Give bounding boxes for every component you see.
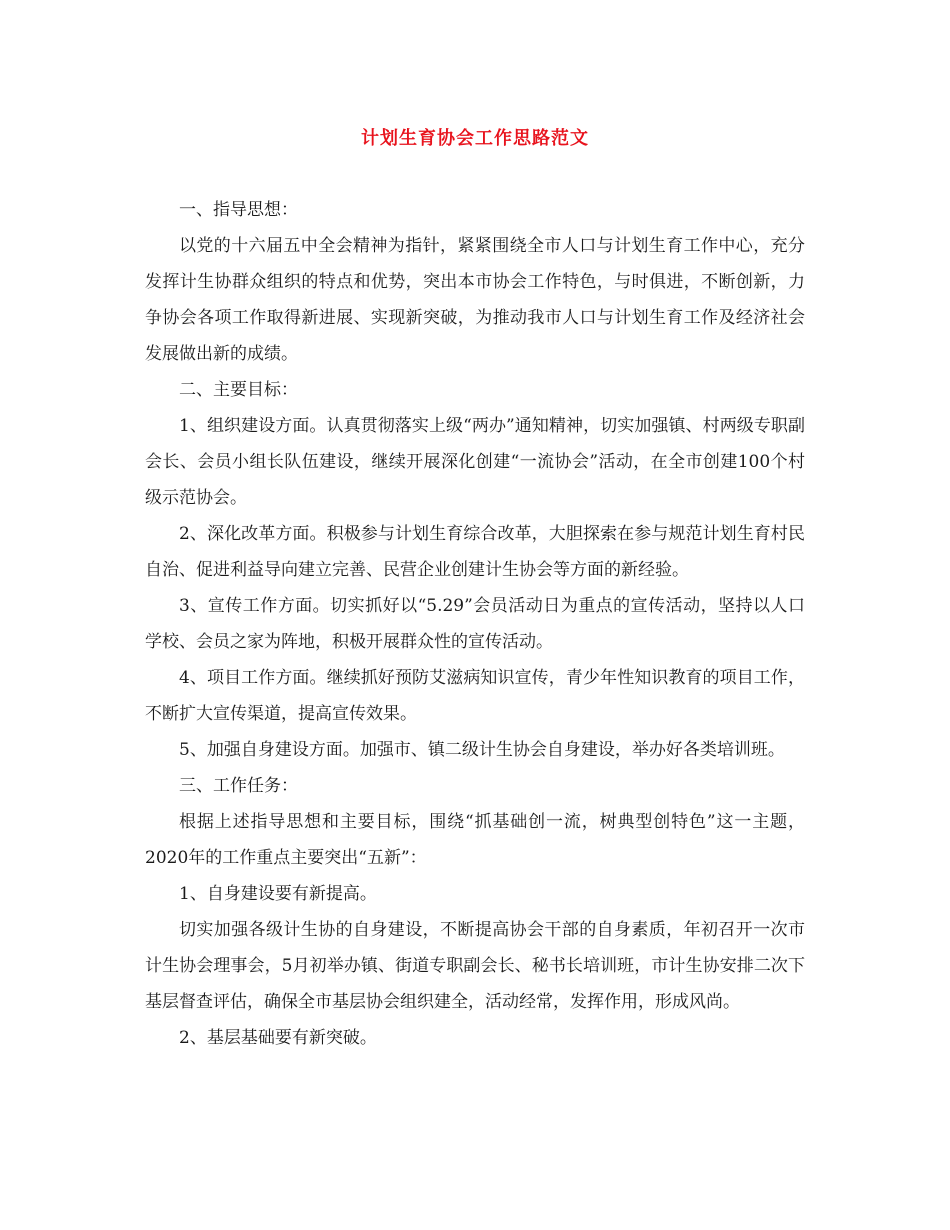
heading-guiding-ideology: 一、指导思想： [179,200,298,220]
paragraph-work-tasks-intro: 根据上述指导思想和主要目标，围绕“抓基础创一流，树典型创特色”这一主题，2020年的工作重点主要突出“五新”： [145,812,805,868]
subheading-task-1: 1、自身建设要有新提高。 [179,884,377,904]
paragraph-task-1: 切实加强各级计生协的自身建设，不断提高协会干部的自身素质，年初召开一次市计生协会理事会，5月初举办镇、街道专职副会长、秘书长培训班，市计生协安排二次下基层督查评估，确保全市基层协会组织建全，活动经常，发挥作用，形成风尚。 [145,920,805,1012]
paragraph-goal-self-building: 5、加强自身建设方面。加强市、镇二级计生协会自身建设，举办好各类培训班。 [179,740,785,760]
paragraph-goal-organization: 1、组织建设方面。认真贯彻落实上级“两办”通知精神，切实加强镇、村两级专职副会长、会员小组长队伍建设，继续开展深化创建“一流协会”活动，在全市创建100个村级示范协会。 [145,416,805,508]
paragraph-goal-publicity: 3、宣传工作方面。切实抓好以“5.29”会员活动日为重点的宣传活动，坚持以人口学校、会员之家为阵地，积极开展群众性的宣传活动。 [145,596,805,652]
paragraph-goal-reform: 2、深化改革方面。积极参与计划生育综合改革，大胆探索在参与规范计划生育村民自治、促进利益导向建立完善、民营企业创建计生协会等方面的新经验。 [145,524,805,580]
heading-work-tasks: 三、工作任务： [179,776,298,796]
document-title: 计划生育协会工作思路范文 [361,128,589,149]
heading-main-goals: 二、主要目标： [179,380,298,400]
paragraph-guiding-ideology: 以党的十六届五中全会精神为指针，紧紧围绕全市人口与计划生育工作中心，充分发挥计生协群众组织的特点和优势，突出本市协会工作特色，与时俱进，不断创新，力争协会各项工作取得新进展、实现新突破，为推动我市人口与计划生育工作及经济社会发展做出新的成绩。 [145,236,805,364]
paragraph-goal-projects: 4、项目工作方面。继续抓好预防艾滋病知识宣传，青少年性知识教育的项目工作，不断扩大宣传渠道，提高宣传效果。 [145,668,805,724]
subheading-task-2: 2、基层基础要有新突破。 [179,1028,377,1048]
document-body [145,192,805,1056]
